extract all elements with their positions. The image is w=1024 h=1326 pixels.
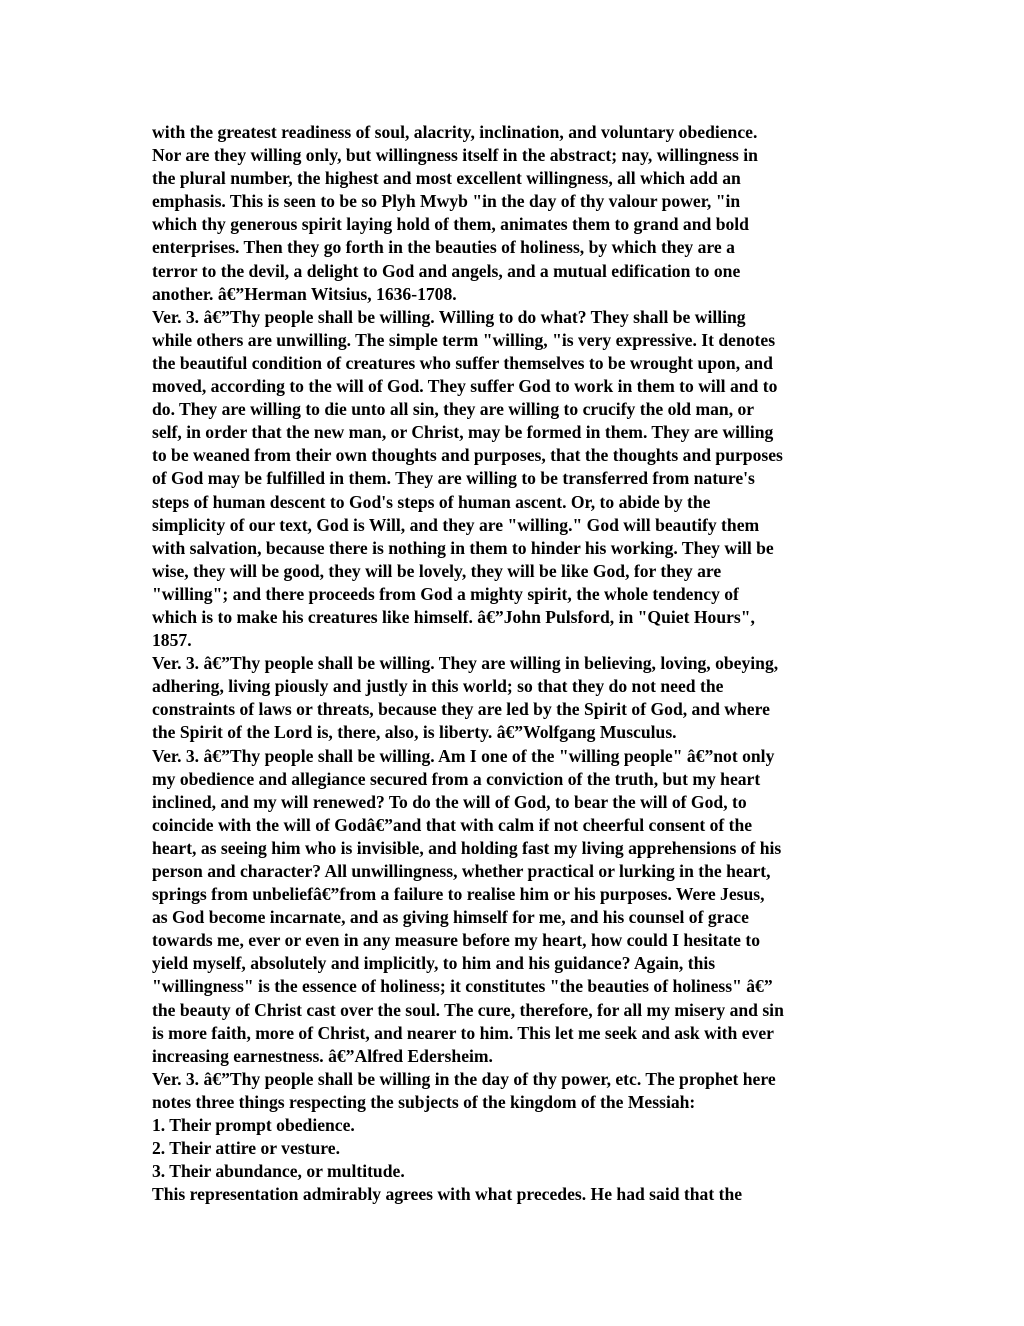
text-line: constraints of laws or threats, because they are led by the Spirit of God, and where <box>152 699 770 720</box>
text-line: wise, they will be good, they will be lovely, they will be like God, for they are <box>152 560 722 581</box>
text-line: with salvation, because there is nothing in them to hinder his working. They will be <box>152 537 774 558</box>
text-line: "willingness" is the essence of holiness; it constitutes "the beauties of holiness" â€” <box>152 976 773 997</box>
text-line: do. They are willing to die unto all sin, they are willing to crucify the old man, or <box>152 399 755 420</box>
text-line: inclined, and my will renewed? To do the will of God, to bear the will of God, to <box>152 791 747 812</box>
text-line: springs from unbeliefâ€”from a failure to realise him or his purposes. Were Jesus, <box>152 884 765 905</box>
text-line: 3. Their abundance, or multitude. <box>152 1161 405 1182</box>
text-line: Ver. 3. â€”Thy people shall be willing in the day of thy power, etc. The prophet here <box>152 1068 776 1089</box>
text-line: 2. Their attire or vesture. <box>152 1138 340 1159</box>
text-line: Nor are they willing only, but willingness itself in the abstract; nay, willingness in <box>152 145 758 166</box>
text-line: as God become incarnate, and as giving himself for me, and his counsel of grace <box>152 907 749 928</box>
text-line: steps of human descent to God's steps of human ascent. Or, to abide by the <box>152 491 711 512</box>
text-line: emphasis. This is seen to be so Plyh Mwyb "in the day of thy valour power, "in <box>152 191 741 212</box>
text-line: which is to make his creatures like himself. â€”John Pulsford, in "Quiet Hours", <box>152 606 755 627</box>
text-line: This representation admirably agrees with what precedes. He had said that the <box>152 1184 743 1205</box>
text-line: the beauty of Christ cast over the soul. The cure, therefore, for all my misery and sin <box>152 999 784 1020</box>
text-line: increasing earnestness. â€”Alfred Edersheim. <box>152 1045 493 1066</box>
text-line: "willing"; and there proceeds from God a mighty spirit, the whole tendency of <box>152 583 739 604</box>
text-line: with the greatest readiness of soul, alacrity, inclination, and voluntary obedience. <box>152 122 758 142</box>
text-line: the beautiful condition of creatures who suffer themselves to be wrought upon, and <box>152 352 773 373</box>
text-line: towards me, ever or even in any measure before my heart, how could I hesitate to <box>152 930 761 951</box>
text-line: Ver. 3. â€”Thy people shall be willing. Am I one of the "willing people" â€”not only <box>152 745 775 766</box>
text-line: which thy generous spirit laying hold of them, animates them to grand and bold <box>152 214 749 235</box>
text-line: my obedience and allegiance secured from a conviction of the truth, but my heart <box>152 768 761 789</box>
text-line: simplicity of our text, God is Will, and they are "willing." God will beautify them <box>152 514 760 535</box>
text-line: adhering, living piously and justly in this world; so that they do not need the <box>152 676 724 697</box>
text-line: heart, as seeing him who is invisible, and holding fast my living apprehensions of his <box>152 837 782 858</box>
text-line: the Spirit of the Lord is, there, also, is liberty. â€”Wolfgang Musculus. <box>152 722 677 743</box>
text-line: person and character? All unwillingness, whether practical or lurking in the heart, <box>152 861 771 881</box>
text-line: enterprises. Then they go forth in the beauties of holiness, by which they are a <box>152 237 735 258</box>
text-line: notes three things respecting the subjects of the kingdom of the Messiah: <box>152 1091 696 1112</box>
text-line: to be weaned from their own thoughts and purposes, that the thoughts and purposes <box>152 445 783 466</box>
text-line: while others are unwilling. The simple term "willing, "is very expressive. It denotes <box>152 329 776 350</box>
text-line: Ver. 3. â€”Thy people shall be willing. Willing to do what? They shall be willing <box>152 306 746 327</box>
body-text <box>152 121 892 1206</box>
text-line: coincide with the will of Godâ€”and that with calm if not cheerful consent of the <box>152 814 753 835</box>
text-line: the plural number, the highest and most excellent willingness, all which add an <box>152 168 741 189</box>
text-line: is more faith, more of Christ, and nearer to him. This let me seek and ask with ever <box>152 1022 774 1043</box>
text-line: terror to the devil, a delight to God and angels, and a mutual edification to one <box>152 260 741 281</box>
text-line: yield myself, absolutely and implicitly, to him and his guidance? Again, this <box>152 953 716 974</box>
text-line: 1857. <box>152 630 192 651</box>
text-line: self, in order that the new man, or Christ, may be formed in them. They are willing <box>152 422 774 443</box>
text-line: moved, according to the will of God. They suffer God to work in them to will and to <box>152 376 778 397</box>
text-line: of God may be fulfilled in them. They are willing to be transferred from nature's <box>152 468 755 489</box>
text-line: Ver. 3. â€”Thy people shall be willing. They are willing in believing, loving, obeying, <box>152 653 779 674</box>
text-line: 1. Their prompt obedience. <box>152 1115 355 1136</box>
text-line: another. â€”Herman Witsius, 1636-1708. <box>152 283 457 304</box>
